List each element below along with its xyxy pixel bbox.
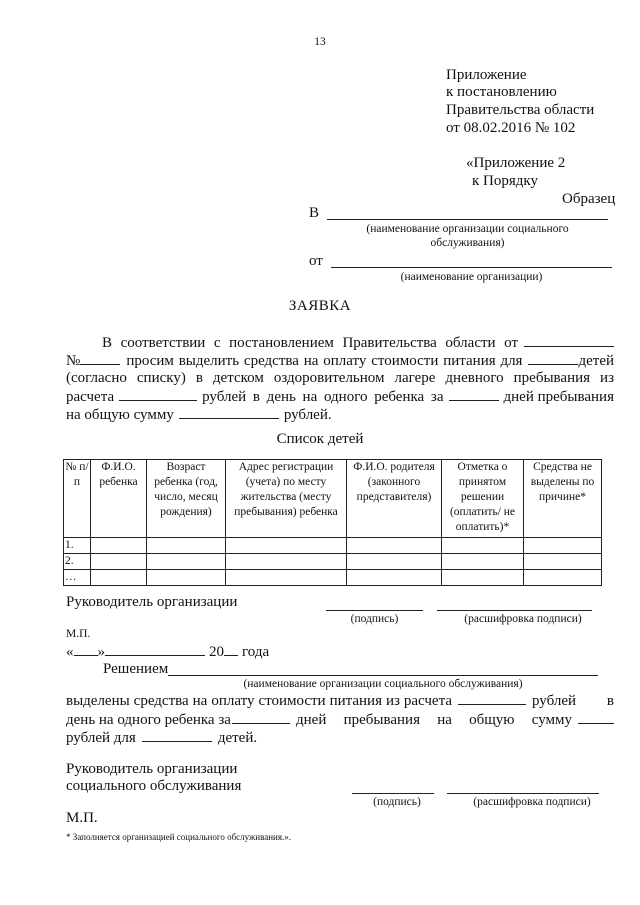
signature1-sign-caption: (подпись) (350, 613, 399, 625)
appendix-line-2: к постановлению (446, 84, 557, 100)
year-prefix: 20 (209, 644, 224, 660)
paragraph-line-3: (согласно списку) в детском оздоровительном лагере дневного пребывания из (66, 370, 614, 386)
date-quote-close: » (97, 644, 105, 660)
table-cell[interactable] (524, 538, 602, 554)
paragraph-text: детей (578, 353, 614, 369)
row-number: … (64, 570, 91, 586)
decision-days-blank[interactable] (232, 711, 290, 724)
table-cell[interactable] (91, 570, 147, 586)
list-title: Список детей (276, 431, 364, 447)
to-caption-line-1: (наименование организации социального (366, 223, 569, 235)
year-blank[interactable] (224, 643, 238, 656)
table-cell[interactable] (442, 538, 524, 554)
month-blank[interactable] (105, 643, 205, 656)
decision-text: рублей в (532, 693, 614, 709)
table-row (64, 554, 602, 570)
signature2-label-line-2: социального обслуживания (66, 778, 242, 794)
decision-organization-line[interactable] (168, 675, 598, 676)
table-cell[interactable] (226, 538, 347, 554)
signature1-label: Руководитель организации (66, 594, 238, 610)
column-header-decision: Отметка о принятом решении (оплатить/ не оплатить)* (442, 460, 524, 538)
paragraph-text: дней пребывания (503, 389, 614, 405)
from-prefix: от (309, 253, 323, 269)
paragraph-line-1 (102, 334, 614, 352)
table-cell[interactable] (226, 554, 347, 570)
table-cell[interactable] (147, 554, 226, 570)
table-cell[interactable] (442, 570, 524, 586)
sample-label: Образец (562, 191, 616, 207)
document-title: ЗАЯВКА (288, 298, 352, 314)
children-count-blank[interactable] (528, 352, 578, 365)
signature1-decode-caption: (расшифровка подписи) (464, 613, 582, 625)
day-blank[interactable] (74, 643, 98, 656)
table-cell[interactable] (347, 538, 442, 554)
from-caption: (наименование организации) (400, 271, 543, 283)
children-table (63, 459, 602, 586)
column-header-number: № п/п (64, 460, 91, 538)
stamp-place-2: М.П. (66, 810, 98, 826)
decision-children-blank[interactable] (142, 729, 212, 742)
decision-label: Решением (103, 661, 169, 677)
signature2-decode-line[interactable] (447, 793, 599, 794)
table-cell[interactable] (91, 538, 147, 554)
column-header-child-name: Ф.И.О. ребенка (91, 460, 147, 538)
footnote: * Заполняется организацией социального обслуживания.». (66, 832, 291, 842)
decision-line-1 (66, 692, 614, 710)
from-organization-line[interactable] (331, 267, 612, 268)
rate-blank[interactable] (119, 388, 197, 401)
table-cell[interactable] (91, 554, 147, 570)
paragraph-text: рублей. (283, 407, 332, 423)
decision-sum-blank[interactable] (578, 711, 614, 724)
table-cell[interactable] (442, 554, 524, 570)
table-cell[interactable] (347, 570, 442, 586)
table-cell[interactable] (147, 538, 226, 554)
decision-caption: (наименование организации социального обслуживания) (243, 678, 523, 690)
row-number: 2. (64, 554, 91, 570)
stamp-place-1: М.П. (66, 628, 91, 640)
appendix-line-4: от 08.02.2016 № 102 (446, 120, 576, 136)
paragraph-text: расчета (66, 389, 115, 405)
appendix-line-1: Приложение (446, 67, 527, 83)
decision-rate-blank[interactable] (458, 692, 526, 705)
total-sum-blank[interactable] (179, 406, 279, 419)
signature1-decode-line[interactable] (437, 610, 592, 611)
column-header-parent-name: Ф.И.О. родителя (законного представителя) (347, 460, 442, 538)
paragraph-line-5 (66, 406, 614, 424)
row-number: 1. (64, 538, 91, 554)
year-suffix: года (242, 644, 270, 660)
table-cell[interactable] (347, 554, 442, 570)
column-header-address: Адрес регистрации (учета) по месту жительства (месту пребывания) ребенка (226, 460, 347, 538)
column-header-reason: Средства не выделены по причине* (524, 460, 602, 538)
number-sign: № (66, 353, 81, 369)
table-row (64, 570, 602, 586)
table-cell[interactable] (524, 554, 602, 570)
number-blank[interactable] (80, 352, 120, 365)
signature2-label-line-1: Руководитель организации (66, 761, 238, 777)
to-organization-line[interactable] (327, 219, 608, 220)
to-prefix: В (309, 205, 320, 221)
decision-text: рублей для (66, 730, 136, 746)
table-cell[interactable] (226, 570, 347, 586)
appendix-line-6: к Порядку (472, 173, 538, 189)
signature2-sign-caption: (подпись) (373, 796, 421, 808)
decision-line-2 (66, 711, 614, 729)
paragraph-text: В соответствии с постановлением Правительства области от (102, 335, 518, 351)
decision-text: детей. (217, 730, 258, 746)
signature1-sign-line[interactable] (326, 610, 423, 611)
signature2-sign-line[interactable] (352, 793, 434, 794)
column-header-age: Возраст ребенка (год, число, месяц рождения) (147, 460, 226, 538)
paragraph-line-2 (66, 352, 614, 370)
appendix-line-5: «Приложение 2 (466, 155, 566, 171)
decision-text: день на одного ребенка за (66, 712, 231, 728)
decision-text: дней пребывания на общую сумму (296, 712, 572, 728)
signature2-decode-caption: (расшифровка подписи) (473, 796, 591, 808)
paragraph-text: рублей в день на одного ребенка за (202, 389, 444, 405)
date-quote-open: « (66, 644, 74, 660)
appendix-line-3: Правительства области (446, 102, 595, 118)
date-blank[interactable] (524, 334, 614, 347)
paragraph-text: на общую сумму (66, 407, 174, 423)
paragraph-line-4 (66, 388, 614, 406)
table-cell[interactable] (524, 570, 602, 586)
paragraph-text: просим выделить средства на оплату стоимости питания для (126, 353, 523, 369)
to-caption-line-2: обслуживания) (430, 237, 505, 249)
days-blank[interactable] (449, 388, 499, 401)
decision-text: выделены средства на оплату стоимости питания из расчета (66, 693, 452, 709)
table-header-row (64, 460, 602, 538)
date-line (66, 643, 269, 661)
decision-line-3 (66, 729, 257, 747)
table-row (64, 538, 602, 554)
table-cell[interactable] (147, 570, 226, 586)
page-number: 13 (314, 36, 326, 48)
